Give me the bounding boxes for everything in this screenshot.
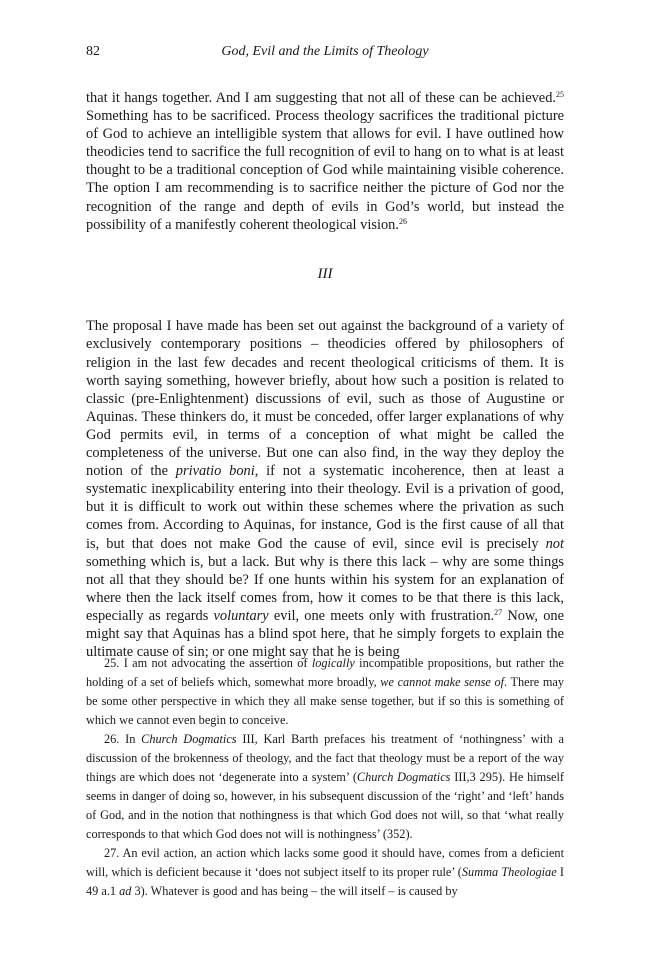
section-heading: III	[317, 266, 333, 282]
italic-run: Summa Theologiae	[461, 865, 557, 879]
text-run: 25. I am not advocating the assertion of	[104, 656, 312, 670]
text-run: evil, one meets only with frustration.	[268, 607, 495, 624]
italic-run: Church Dogmatics	[141, 732, 237, 746]
italic-run: ad	[119, 884, 132, 898]
paragraph	[86, 89, 564, 234]
footnote-ref-25: 25	[556, 90, 564, 99]
italic-run: voluntary	[213, 607, 269, 624]
text-run: 26. In	[104, 732, 142, 746]
text-run: The proposal I have made has been set out against the background of a variety of exclusively contemporary positions – theodicies offered by philosophers of religion in the last few decades and recent theological criticisms of them. It is worth saying something, however briefly, about how such a position is related to classic (pre-Enlightenment) discussions of evil, such as those of Augustine or Aquinas. These thinkers do, it must be conceded, offer larger explanations of why God permits evil, in terms of a conception of what might be called the completeness of the universe. But one can also find, in the way they deploy the notion of the	[86, 318, 564, 480]
italic-run: privatio boni	[175, 463, 255, 480]
text-run: , if not a systematic incoherence, then at least a systematic inexplicability entering into their theology. Evil is a privation of good, but it is difficult to work out within these schemes where the privation as such comes from. According to Aquinas, for instance, God is the first cause of all that is, but that does not make God the cause of evil, since evil is precisely	[86, 463, 564, 552]
text-run: I 49 a.1	[86, 865, 564, 898]
running-header	[86, 44, 564, 64]
footnote-25	[86, 654, 564, 730]
footnote-ref-27: 27	[494, 607, 503, 617]
italic-run: not	[545, 535, 564, 552]
footnote-26	[86, 730, 564, 844]
text-run: 27. An evil action, an action which lacks some good it should have, comes from a deficient will, which is deficient because it ‘does not subject itself to its proper rule’ (	[86, 846, 564, 879]
text-run: 3). Whatever is good and has being – the will itself – is caused by	[131, 884, 458, 898]
text-run: Now, one might say that Aquinas has a blind spot here, that he simply forgets to explain the ultimate cause of sin; or one might say that he is being	[86, 607, 564, 661]
text-run: III, Karl Barth prefaces his treatment of ‘nothingness’ with a discussion of the brokenness of theology, and the fact that theology must be a report of the way things are which does not ‘degenerate into a system’ (	[86, 732, 565, 784]
footnotes	[86, 654, 564, 901]
footnote-27	[86, 844, 564, 901]
running-title: God, Evil and the Limits of Theology	[221, 44, 429, 59]
text-run: Something has to be sacrificed. Process theology sacrifices the traditional picture of God to achieve an intelligible system that allows for evil. I have outlined how theodicies tend to sacrifice the full recognition of evil to hang on to what is at least thought to be a traditional conception of God while maintaining visible coherence. The option I am recommending is to sacrifice neither the picture of God nor the recognition of the range and depth of evils in God’s world, but instead the possibility of a manifestly coherent theological vision.	[86, 108, 564, 233]
italic-run: Church Dogmatics	[356, 770, 451, 784]
italic-run: we cannot make sense of	[380, 675, 505, 689]
text-run: something which is, but a lack. But why is there this lack – why are some things not all that they should be? If one hunts within his system for an explanation of where then the lack itself comes from, how it comes to be that there is this lack, especially as regards	[86, 553, 564, 624]
page-number: 82	[86, 44, 100, 59]
paragraph	[86, 317, 564, 661]
text-run: that it hangs together. And I am suggesting that not all of these can be achieved.	[86, 90, 556, 106]
text-run: incompatible propositions, but rather the holding of a set of beliefs which, somewhat more broadly,	[86, 656, 564, 689]
italic-run: logically	[311, 656, 355, 670]
footnote-ref-26: 26	[398, 216, 407, 226]
opening-paragraph-block	[86, 89, 564, 234]
text-run: III,3 295). He himself seems in danger of doing so, however, in his subsequent discussion of the ‘right’ and ‘left’ hands of God, and in the notion that nothingness is that which God does not will, so that ‘what really corresponds to that which God does not will is nothingness’ (352).	[86, 770, 564, 841]
text-run: . There may be some other perspective in which they all make sense together, but if so this is something of which we cannot even begin to conceive.	[86, 675, 564, 727]
